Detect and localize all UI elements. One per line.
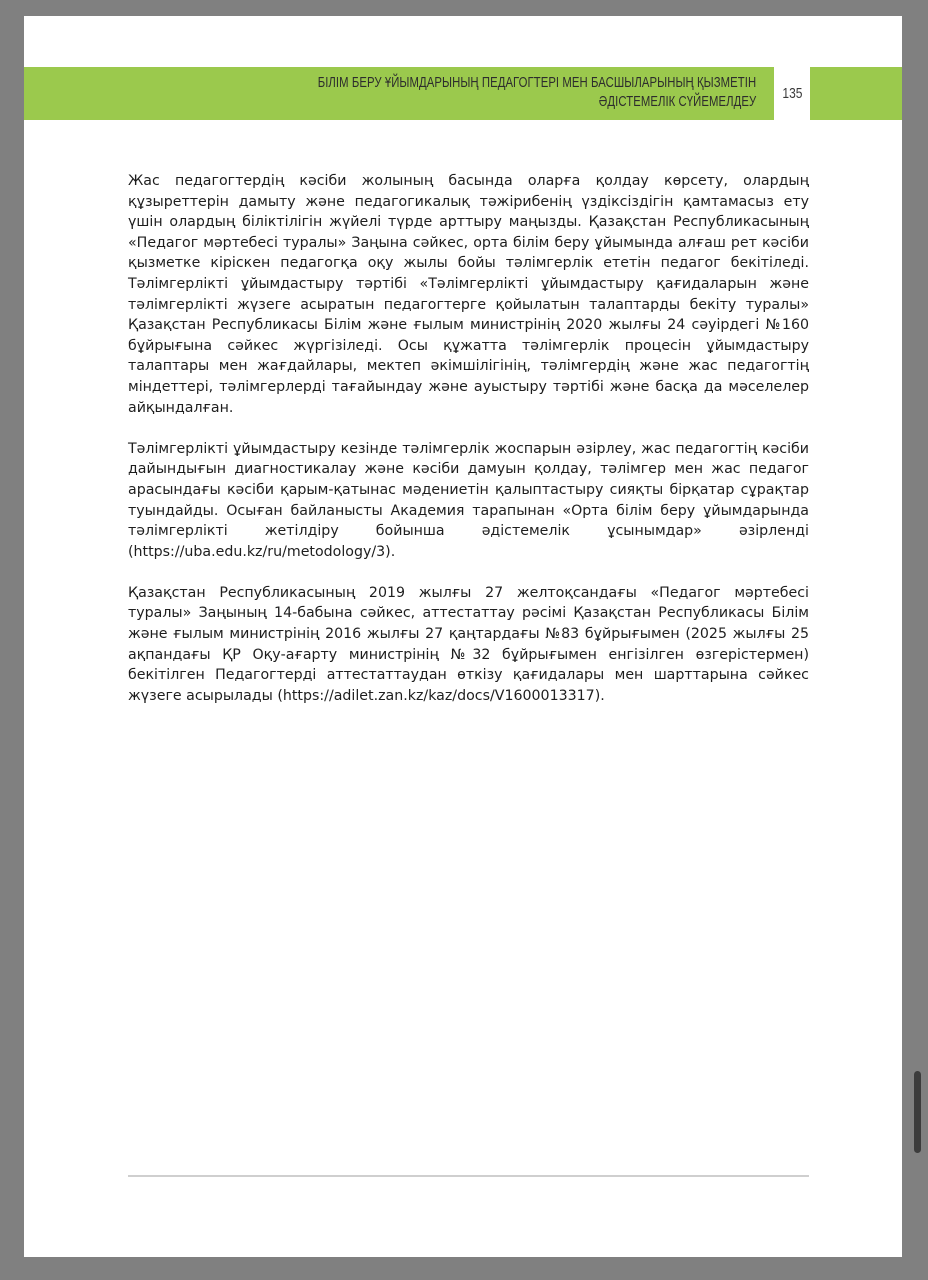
page-number: 135 <box>782 85 803 102</box>
header-band-accent <box>810 67 902 120</box>
paragraph: Қазақстан Республикасының 2019 жылғы 27 желтоқсандағы «Педагог мәртебесі туралы» Заңының 14-бабына сәйкес, аттестаттау рәсімі Қазақстан Республикасы Білім және ғылым министрінің 2016 жылғы 27 қаңтардағы №83 бұйрығымен (2025 жылғы 25 ақпандағы ҚР Оқу-ағарту министрінің №32 бұйрығымен енгізілген өзгерістермен) бекітілген Педагогтерді аттестаттаудан өткізу қағидалары мен шарттарына сәйкес жүзеге асырылады (https://adilet.zan.kz/kaz/docs/V1600013317). <box>128 584 809 704</box>
running-header-line-1: БІЛІМ БЕРУ ҰЙЫМДАРЫНЫҢ ПЕДАГОГТЕРІ МЕН БАСШЫЛАРЫНЫҢ ҚЫЗМЕТІН <box>317 75 756 91</box>
running-header-title <box>317 74 756 112</box>
body-text <box>128 171 809 727</box>
scrollbar-thumb[interactable] <box>914 1071 921 1153</box>
paragraph: Тәлімгерлікті ұйымдастыру кезінде тәлімгерлік жоспарын әзірлеу, жас педагогтің кәсіби дайындығын диагностикалау және кәсіби дамуын қолдау, тәлімгер мен жас педагог арасындағы кәсіби қарым-қатынас мәдениетін қалыптастыру сияқты бірқатар сұрақтар туындайды. Осыған байланысты Академия тарапынан «Орта білім беру ұйымдарында тәлімгерлікті жетілдіру бойынша әдістемелік ұсынымдар» әзірленді (https://uba.edu.kz/ru/metodology/3). <box>128 440 809 560</box>
header-band <box>24 67 774 120</box>
footer-divider <box>128 1175 809 1177</box>
paragraph: Жас педагогтердің кәсіби жолының басында оларға қолдау көрсету, олардың құзыреттерін дамыту және педагогикалық тәжірибенің үздіксіздігін қамтамасыз ету үшін олардың біліктілігін жүйелі түрде арттыру маңызды. Қазақстан Республикасының «Педагог мәртебесі туралы» Заңына сәйкес, орта білім беру ұйымында алғаш рет кәсіби қызметке кіріскен педагогқа оқу жылы бойы тәлімгерлік ететін педагог бекітіледі. Тәлімгерлікті ұйымдастыру тәртібі «Тәлімгерлікті ұйымдастыру қағидаларын және тәлімгерлікті жүзеге асыратын педагогтерге қойылатын талаптарды бекіту туралы» Қазақстан Республикасы Білім және ғылым министрінің 2020 жылғы 24 сәуірдегі №160 бұйрығына сәйкес жүргізіледі. Осы құжатта тәлімгерлік процесін ұйымдастыру талаптары мен жағдайлары, мектеп әкімшілігінің, тәлімгердің және жас педагогтің міндеттері, тәлімгерлерді тағайындау және ауыстыру тәртібі және басқа да мәселелер айқындалған. <box>128 173 809 416</box>
document-page <box>24 16 902 1257</box>
running-header-line-2: ӘДІСТЕМЕЛІК СҮЙЕМЕЛДЕУ <box>598 94 756 110</box>
